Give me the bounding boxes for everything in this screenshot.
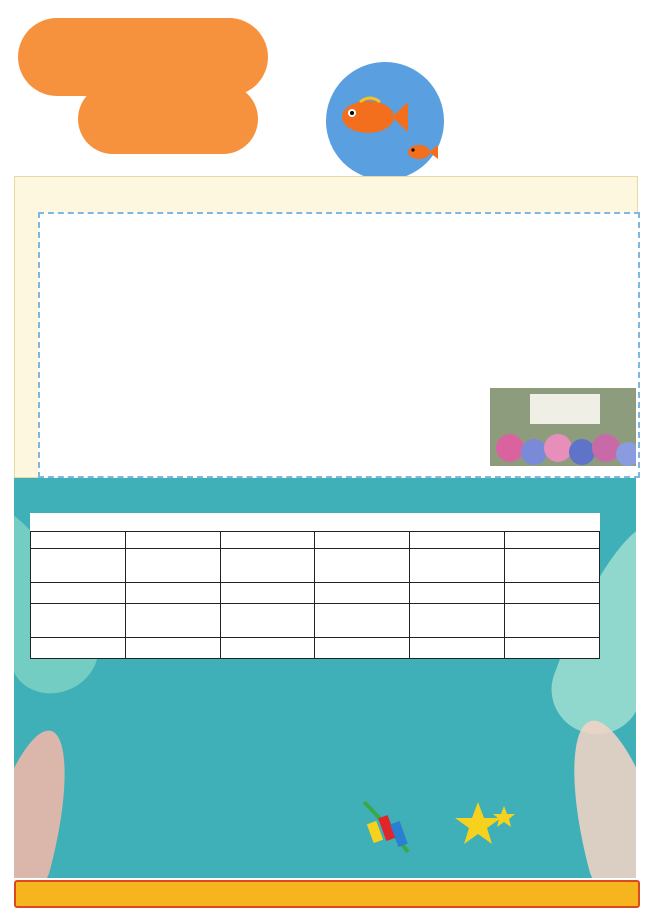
day-number [125,549,220,564]
event-primary [410,618,505,638]
heading-char [60,182,94,216]
event-secondary [31,583,126,604]
event-primary [125,618,220,638]
day-number [125,604,220,619]
schedule-table [30,531,600,659]
event-row-a [31,618,600,638]
event-secondary [505,583,600,604]
event-primary [505,563,600,583]
day-number [315,604,410,619]
weekday-header-row [31,532,600,549]
photo-caption [438,386,486,466]
day-number [410,604,505,619]
day-number [315,549,410,564]
footer-note [14,880,640,908]
weekday-wed [220,532,315,549]
event-primary [505,618,600,638]
event-primary [220,618,315,638]
day-number [220,549,315,564]
event-primary [31,618,126,638]
event-primary [315,618,410,638]
event-secondary [31,638,126,659]
event-secondary [220,638,315,659]
event-primary [31,563,126,583]
event-secondary [315,583,410,604]
day-number-row [31,604,600,619]
event-primary [220,563,315,583]
heading-char [18,182,52,216]
weekday-tue [125,532,220,549]
event-secondary [410,583,505,604]
title-bubble [78,84,258,154]
small-goldfish-icon [404,140,440,164]
weekday-mon [31,532,126,549]
event-secondary [315,638,410,659]
goldfish-icon [330,92,410,142]
weekday-sat [505,532,600,549]
event-secondary [125,638,220,659]
day-number [410,549,505,564]
event-primary [125,563,220,583]
day-number [505,604,600,619]
heading-char [102,182,136,216]
event-secondary [505,638,600,659]
event-primary [315,563,410,583]
weekday-thu [315,532,410,549]
day-number-row [31,549,600,564]
event-row-b [31,583,600,604]
event-secondary [220,583,315,604]
weekday-fri [410,532,505,549]
day-number [31,549,126,564]
hydrangea-photo [490,388,636,466]
heading-char [144,182,178,216]
event-secondary [125,583,220,604]
event-primary [410,563,505,583]
tanabata-decoration-icon [358,796,518,860]
event-row-a [31,563,600,583]
day-number [220,604,315,619]
event-secondary [410,638,505,659]
table-title-bar [30,513,600,531]
event-row-b [31,638,600,659]
day-number [31,604,126,619]
day-number [505,549,600,564]
